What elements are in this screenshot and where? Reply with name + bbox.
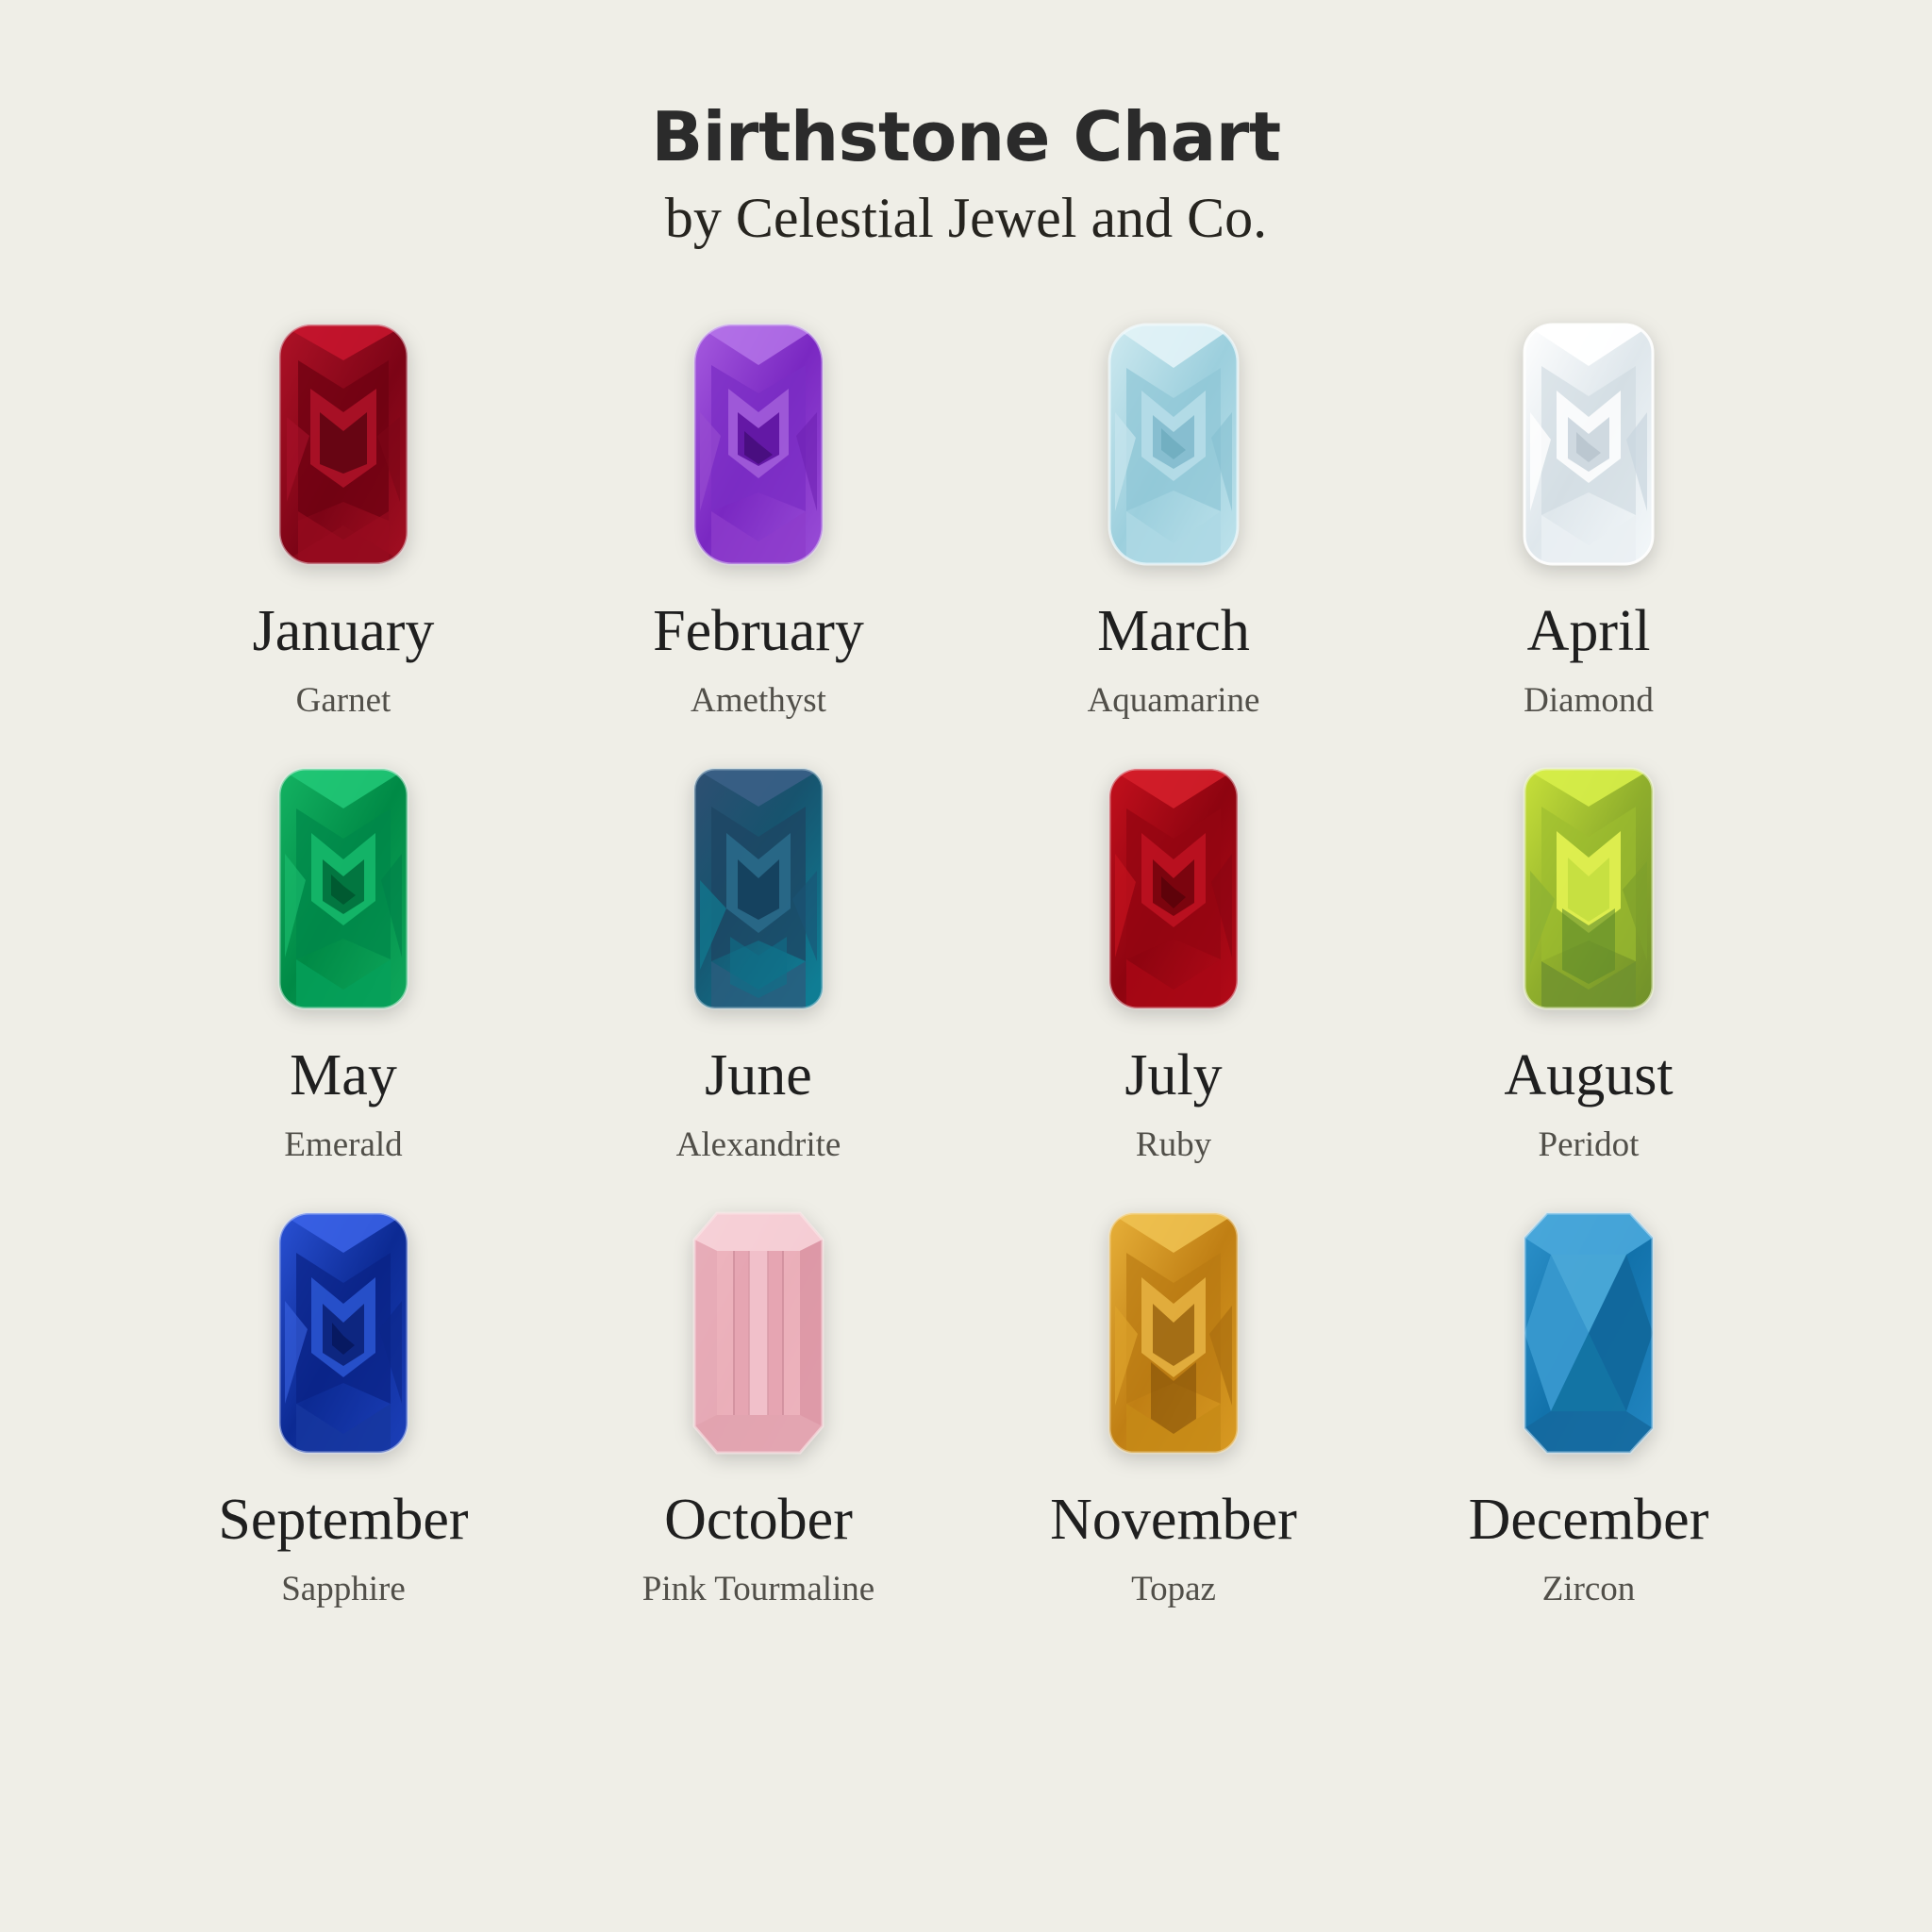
month-label: October	[664, 1487, 853, 1552]
stone-label: Emerald	[284, 1124, 403, 1164]
gem-image-november	[1108, 1196, 1240, 1470]
month-label: April	[1526, 598, 1651, 663]
gem-image-february	[692, 308, 824, 581]
stone-label: Topaz	[1131, 1569, 1216, 1608]
birthstone-cell-december	[1381, 1196, 1796, 1607]
gem-image-june	[692, 752, 824, 1025]
gem-image-july	[1108, 752, 1240, 1025]
stone-label: Sapphire	[281, 1569, 406, 1608]
month-label: June	[705, 1042, 812, 1108]
gem-image-october	[692, 1196, 824, 1470]
stone-label: Aquamarine	[1087, 680, 1260, 720]
gem-image-may	[277, 752, 409, 1025]
birthstone-cell-october	[551, 1196, 966, 1607]
month-label: January	[252, 598, 435, 663]
birthstone-cell-june	[551, 752, 966, 1162]
stone-label: Zircon	[1541, 1569, 1636, 1608]
gem-image-january	[277, 308, 409, 581]
birthstone-grid	[136, 308, 1796, 1607]
stone-label: Ruby	[1135, 1124, 1212, 1164]
month-label: March	[1097, 598, 1250, 663]
page-subtitle: by Celestial Jewel and Co.	[664, 186, 1268, 249]
birthstone-cell-july	[966, 752, 1381, 1162]
gem-image-april	[1523, 308, 1655, 581]
birthstone-cell-november	[966, 1196, 1381, 1607]
stone-label: Alexandrite	[675, 1124, 841, 1164]
stone-label: Amethyst	[691, 680, 826, 720]
stone-label: Peridot	[1538, 1124, 1640, 1164]
stone-label: Diamond	[1524, 680, 1654, 720]
month-label: September	[218, 1487, 469, 1552]
birthstone-cell-march	[966, 308, 1381, 718]
month-label: August	[1504, 1042, 1674, 1108]
birthstone-cell-january	[136, 308, 551, 718]
stone-label: Pink Tourmaline	[641, 1569, 875, 1608]
chart-header	[0, 0, 1932, 249]
page-title: Birthstone Chart	[651, 97, 1281, 176]
month-label: May	[290, 1042, 397, 1108]
month-label: December	[1468, 1487, 1709, 1552]
birthstone-cell-april	[1381, 308, 1796, 718]
birthstone-cell-august	[1381, 752, 1796, 1162]
month-label: July	[1124, 1042, 1223, 1108]
birthstone-cell-february	[551, 308, 966, 718]
month-label: February	[653, 598, 864, 663]
stone-label: Garnet	[295, 680, 391, 720]
birthstone-cell-may	[136, 752, 551, 1162]
gem-image-december	[1523, 1196, 1655, 1470]
month-label: November	[1050, 1487, 1297, 1552]
gem-image-march	[1108, 308, 1240, 581]
gem-image-august	[1523, 752, 1655, 1025]
gem-image-september	[277, 1196, 409, 1470]
birthstone-cell-september	[136, 1196, 551, 1607]
